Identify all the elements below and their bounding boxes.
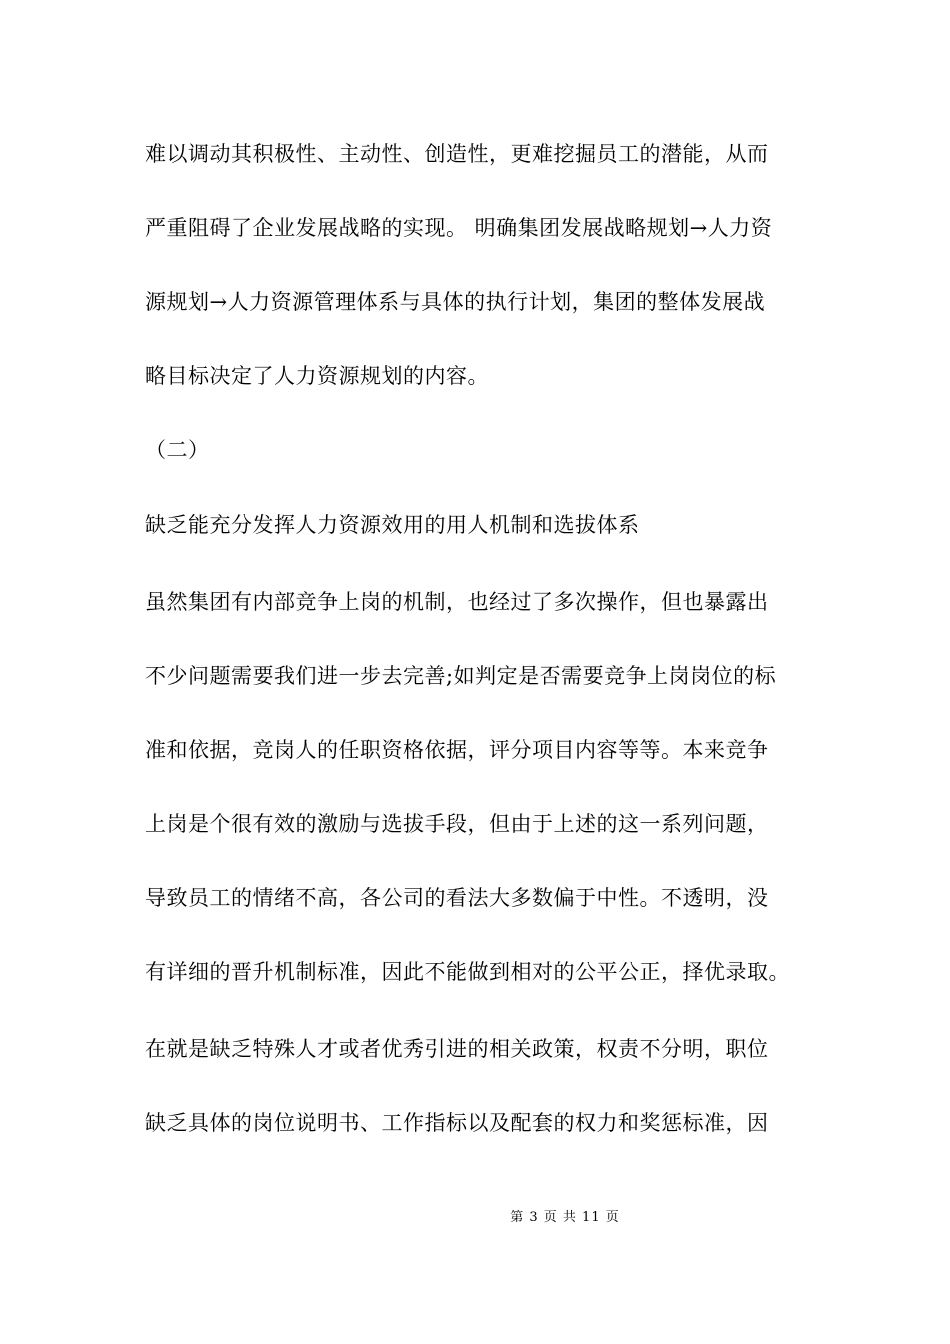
body-text-line: 难以调动其积极性、主动性、创造性，更难挖掘员工的潜能，从而 [145,142,769,166]
section-heading: 缺乏能充分发挥人力资源效用的用人机制和选拔体系 [145,513,640,537]
body-text-line: 略目标决定了人力资源规划的内容。 [145,364,489,388]
body-text-line: 上岗是个很有效的激励与选拔手段，但由于上述的这一系列问题， [145,812,769,836]
body-text-line: 源规划→人力资源管理体系与具体的执行计划，集团的整体发展战 [145,290,766,314]
section-number: （二） [145,438,210,462]
body-text-line: 不少问题需要我们进一步去完善;如判定是否需要竞争上岗岗位的标 [145,664,777,688]
body-text-line: 虽然集团有内部竞争上岗的机制，也经过了多次操作，但也暴露出 [145,590,769,614]
body-text-line: 缺乏具体的岗位说明书、工作指标以及配套的权力和奖惩标准，因 [145,1111,769,1135]
body-text-line: 准和依据，竞岗人的任职资格依据，评分项目内容等等。本来竞争 [145,738,769,762]
page-footer: 第 3 页 共 11 页 [510,1210,620,1225]
body-text-line: 有详细的晋升机制标准，因此不能做到相对的公平公正，择优录取。 [145,960,790,984]
body-text-line: 在就是缺乏特殊人才或者优秀引进的相关政策，权责不分明，职位 [145,1037,769,1061]
body-text-line: 导致员工的情绪不高，各公司的看法大多数偏于中性。不透明，没 [145,886,769,910]
body-text-line: 严重阻碍了企业发展战略的实现。 明确集团发展战略规划→人力资 [145,216,773,240]
